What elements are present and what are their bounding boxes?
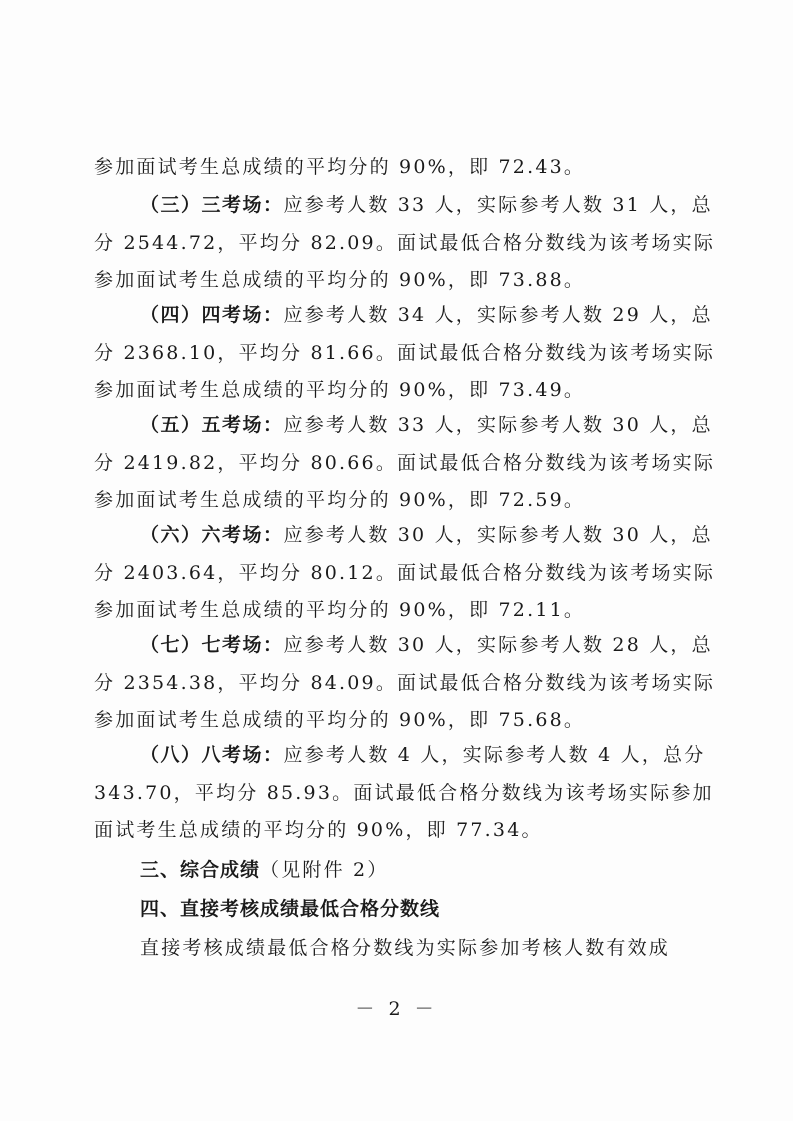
paragraph-line: 参加面试考生总成绩的平均分的 90%，即 73.88。 <box>94 269 586 291</box>
heading-comprehensive-score: 三、综合成绩 <box>140 859 261 881</box>
section-heading-3: （三）三考场： <box>140 194 284 216</box>
page-number: － 2 － <box>355 998 438 1020</box>
heading-line <box>140 858 740 882</box>
paragraph-line <box>140 193 740 217</box>
section-heading-4: （四）四考场： <box>140 304 284 326</box>
paragraph-line <box>140 523 740 547</box>
paragraph-line: 参加面试考生总成绩的平均分的 90%，即 73.49。 <box>94 379 586 401</box>
paragraph-line: 343.70，平均分 85.93。面试最低合格分数线为该考场实际参加 <box>94 782 714 804</box>
paragraph-text: 应参考人数 30 人，实际参考人数 28 人，总 <box>283 634 713 656</box>
paragraph-line <box>140 303 740 327</box>
paragraph-line: 直接考核成绩最低合格分数线为实际参加考核人数有效成 <box>140 937 671 959</box>
paragraph-text: 应参考人数 33 人，实际参考人数 30 人，总 <box>283 414 713 436</box>
heading-line <box>140 897 740 921</box>
paragraph-line: 参加面试考生总成绩的平均分的 90%，即 72.43。 <box>94 156 586 178</box>
paragraph-text: 应参考人数 4 人，实际参考人数 4 人，总分 <box>283 744 706 766</box>
heading-direct-assessment: 四、直接考核成绩最低合格分数线 <box>140 898 441 920</box>
paragraph-line: 参加面试考生总成绩的平均分的 90%，即 72.11。 <box>94 599 586 621</box>
attachment-note: （见附件 2） <box>260 859 389 881</box>
paragraph-line <box>140 413 740 437</box>
paragraph-text: 应参考人数 33 人，实际参考人数 31 人，总 <box>283 194 713 216</box>
section-heading-6: （六）六考场： <box>140 524 284 546</box>
paragraph-text: 应参考人数 34 人，实际参考人数 29 人，总 <box>283 304 713 326</box>
paragraph-line: 参加面试考生总成绩的平均分的 90%，即 75.68。 <box>94 709 586 731</box>
section-heading-5: （五）五考场： <box>140 414 284 436</box>
paragraph-text: 应参考人数 30 人，实际参考人数 30 人，总 <box>283 524 713 546</box>
paragraph-line <box>140 743 740 767</box>
section-heading-7: （七）七考场： <box>140 634 284 656</box>
paragraph-line: 分 2419.82，平均分 80.66。面试最低合格分数线为该考场实际 <box>94 452 716 474</box>
paragraph-line: 分 2368.10，平均分 81.66。面试最低合格分数线为该考场实际 <box>94 342 716 364</box>
paragraph-line: 面试考生总成绩的平均分的 90%，即 77.34。 <box>94 819 543 841</box>
paragraph-line: 分 2354.38，平均分 84.09。面试最低合格分数线为该考场实际 <box>94 672 716 694</box>
paragraph-line <box>140 633 740 657</box>
section-heading-8: （八）八考场： <box>140 744 284 766</box>
paragraph-line: 参加面试考生总成绩的平均分的 90%，即 72.59。 <box>94 489 586 511</box>
paragraph-line: 分 2403.64，平均分 80.12。面试最低合格分数线为该考场实际 <box>94 562 716 584</box>
paragraph-line: 分 2544.72，平均分 82.09。面试最低合格分数线为该考场实际 <box>94 232 716 254</box>
